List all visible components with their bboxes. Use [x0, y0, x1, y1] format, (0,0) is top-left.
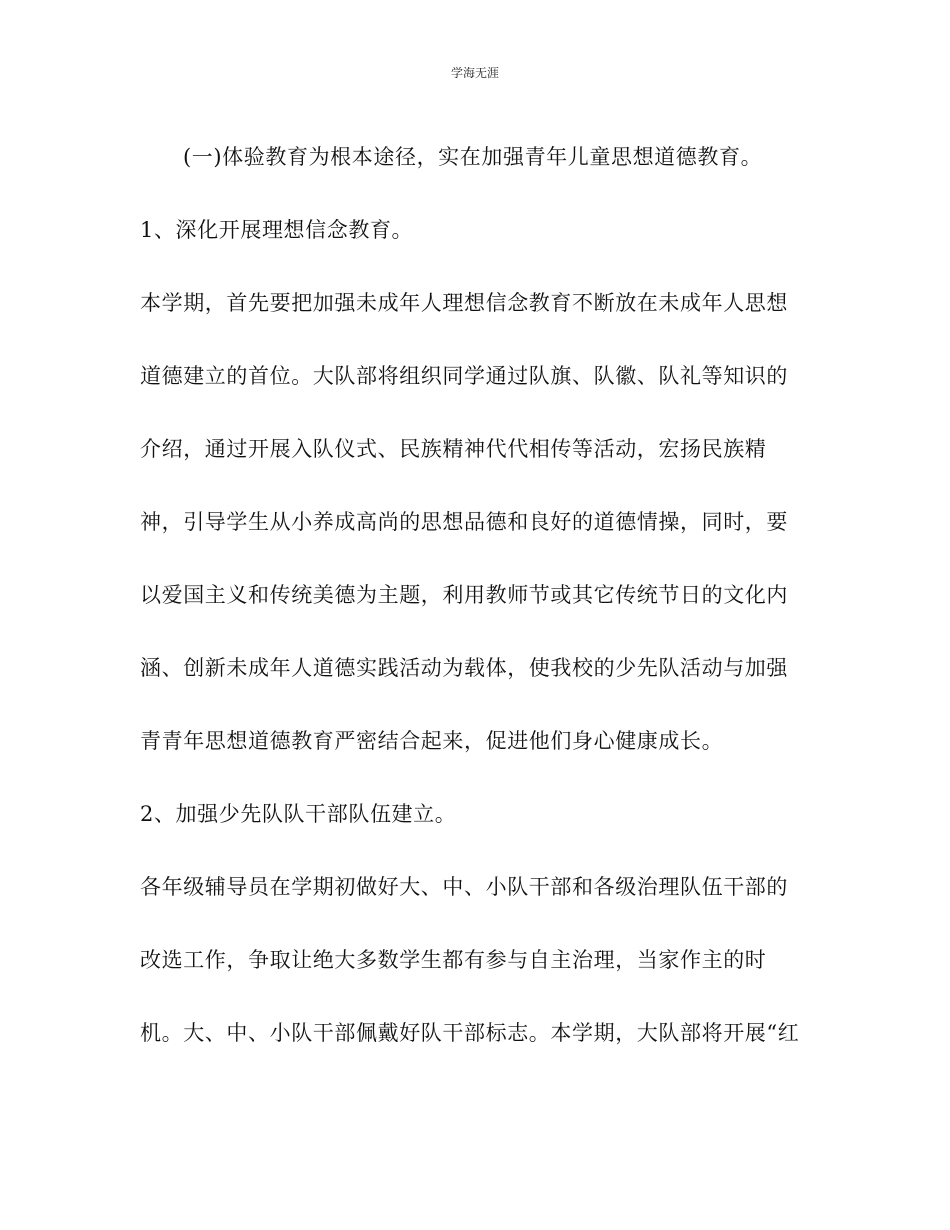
paragraph-line: 道德建立的首位。大队部将组织同学通过队旗、队徽、队礼等知识的 — [140, 364, 788, 388]
paragraph-line: 涵、创新未成年人道德实践活动为载体，使我校的少先队活动与加强 — [140, 656, 788, 680]
section-heading: (一)体验教育为根本途径，实在加强青年儿童思想道德教育。 — [183, 145, 763, 169]
paragraph-line: 介绍，通过开展入队仪式、民族精神代代相传等活动，宏扬民族精 — [140, 437, 767, 461]
subsection-heading-1: 1、深化开展理想信念教育。 — [140, 218, 414, 242]
paragraph-line: 本学期，首先要把加强未成年人理想信念教育不断放在未成年人思想 — [140, 291, 788, 315]
paragraph-line: 青青年思想道德教育严密结合起来，促进他们身心健康成长。 — [140, 729, 724, 753]
page-header: 学海无涯 — [450, 66, 499, 80]
paragraph-line: 机。大、中、小队干部佩戴好队干部标志。本学期，大队部将开展“红 — [140, 1021, 800, 1045]
paragraph-line: 各年级辅导员在学期初做好大、中、小队干部和各级治理队伍干部的 — [140, 875, 788, 899]
paragraph-line: 以爱国主义和传统美德为主题，利用教师节或其它传统节日的文化内 — [140, 583, 788, 607]
paragraph-line: 神，引导学生从小养成高尚的思想品德和良好的道德情操，同时，要 — [140, 510, 788, 534]
paragraph-line: 改选工作，争取让绝大多数学生都有参与自主治理，当家作主的时 — [140, 948, 767, 972]
subsection-heading-2: 2、加强少先队队干部队伍建立。 — [140, 802, 457, 826]
